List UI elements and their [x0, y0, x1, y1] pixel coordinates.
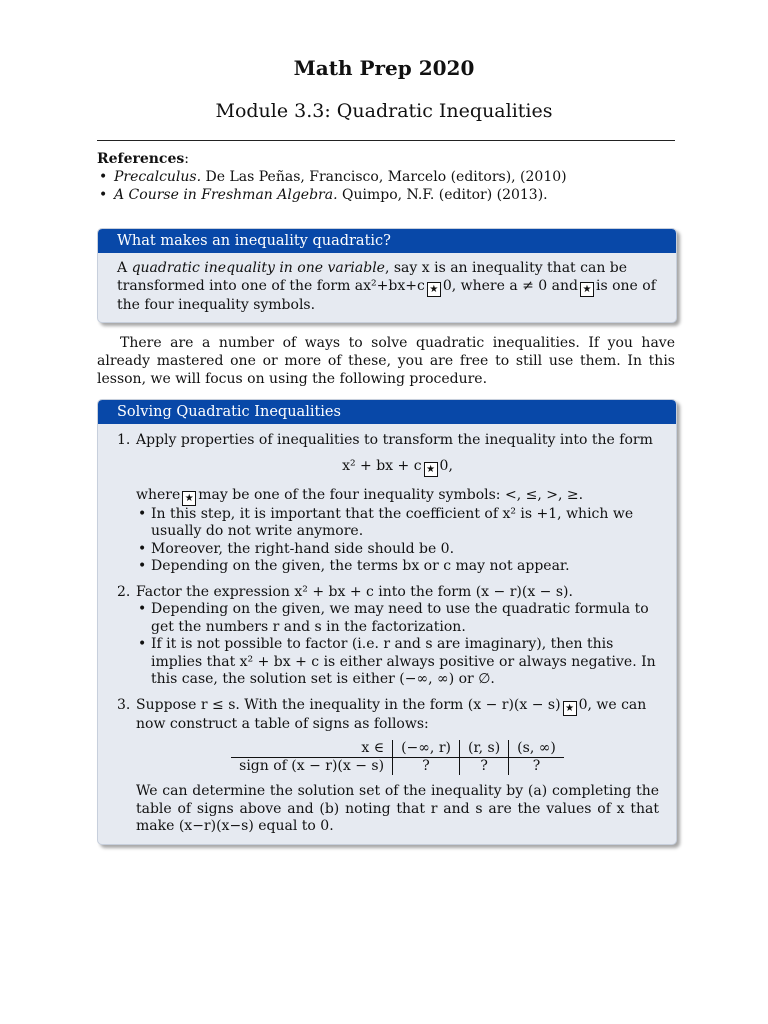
- defined-term: quadratic inequality in one variable: [131, 260, 385, 276]
- definition-box-title: What makes an inequality quadratic?: [98, 229, 676, 253]
- procedure-box-body: [98, 424, 676, 844]
- sign-table-header-cell: (−∞, r): [393, 740, 460, 758]
- reference-details: De Las Peñas, Francisco, Marcelo (editors), (2010): [205, 169, 567, 185]
- list-item: • In this step, it is important that the coefficient of x² is +1, which we usually do not write anymore.: [136, 506, 659, 541]
- list-item: • If it is not possible to factor (i.e. r and s are imaginary), then this implies that x² + bx + c is either always positive or always negative. In this case, the solution set is either (−∞, ∞) or ∅.: [136, 636, 659, 689]
- procedure-box: [97, 399, 677, 845]
- sign-table-header-cell: x ∈: [231, 740, 392, 758]
- step-2-text: Factor the expression x² + bx + c into the form (x − r)(x − s).: [136, 583, 573, 600]
- star-symbol-box: ★: [580, 282, 594, 297]
- sign-table-cell: ?: [532, 758, 541, 774]
- procedure-steps: [117, 432, 659, 836]
- definition-box-body: A quadratic inequality in one variable, say x is an inequality that can be transformed into one of the form ax²+bx+c ★ 0, where a ≠ 0 and ★ is one of the four inequality symbols.: [117, 260, 656, 313]
- list-item: • Moreover, the right-hand side should be 0.: [136, 541, 659, 559]
- sign-table-cell: sign of (x − r)(x − s): [231, 758, 392, 776]
- step-2-bullets: [136, 601, 659, 689]
- star-symbol-box: ★: [424, 462, 438, 477]
- references-section: References: • Precalculus. De Las Peñas, Francisco, Marcelo (editors), (2010) • A Course in Freshman Algebra. Quimpo, N.F. (editor) (2013).: [97, 150, 675, 204]
- reference-title: A Course in Freshman Algebra.: [114, 187, 338, 203]
- step-2: 2. Factor the expression x² + bx + c into the form (x − r)(x − s). • Depending on the given, we may need to use the quadratic formula to get the numbers r and s in the factorization. • If it is not possible to factor (i.e. r and s are imaginary), then this implies that x² + bx + c is either always positive or always negative. In this case, the solution set is either (−∞, ∞) or ∅.: [117, 584, 659, 689]
- sign-table-cell: ?: [393, 758, 460, 776]
- title-rule: [97, 140, 675, 141]
- list-item: • Depending on the given, the terms bx or c may not appear.: [136, 558, 659, 576]
- sign-table: [231, 740, 564, 775]
- sign-table-header-cell: (s, ∞): [509, 740, 564, 758]
- step-1-bullets: [136, 506, 659, 576]
- sign-table-header-cell: (r, s): [460, 740, 509, 758]
- reference-item: [97, 168, 675, 186]
- standard-form-formula: x² + bx + c ★ 0,: [342, 457, 453, 475]
- step-1: 1. Apply properties of inequalities to transform the inequality into the form x² + bx + c ★ 0, where ★ may be one of the four inequality symbols: <, ≤, >, ≥. • In this step, it is important that the coefficient of x² is +1, which we usually do not write anymore. • Moreover, the right-hand side should be 0. • Depending on the given, the terms bx or c may not appear.: [117, 432, 659, 576]
- references-heading: References: [97, 151, 185, 167]
- star-symbol-box: ★: [182, 491, 196, 506]
- reference-item: [97, 186, 675, 204]
- procedure-box-title: Solving Quadratic Inequalities: [98, 400, 676, 424]
- step-3: 3. Suppose r ≤ s. With the inequality in the form (x − r)(x − s) ★ 0, we can now construct a table of signs as follows: x ∈ (−∞, r) (r, s) (s, ∞) sign of (x − r)(x − s) ? ? ? We can determine the solution set of the inequality by (a) completing the table of signs above and (b) noting that r and s are the values of x that make (x−r)(x−s) equal to 0.: [117, 696, 659, 834]
- step-3-text: Suppose r ≤ s. With the inequality in the form (x − r)(x − s) ★ 0, we can now construct a table of signs as follows:: [136, 696, 647, 732]
- definition-box: [97, 228, 677, 323]
- intro-paragraph: There are a number of ways to solve quadratic inequalities. If you have already mastered one or more of these, you are free to still use them. In this lesson, we will focus on using the following procedure.: [97, 335, 675, 387]
- sign-table-cell: ?: [460, 758, 509, 776]
- reference-details: Quimpo, N.F. (editor) (2013).: [342, 187, 548, 203]
- page-title: Math Prep 2020: [293, 56, 475, 80]
- star-symbol-box: ★: [427, 282, 441, 297]
- step-1-text: Apply properties of inequalities to transform the inequality into the form: [136, 432, 653, 448]
- reference-title: Precalculus.: [114, 169, 202, 185]
- step-3-closing: We can determine the solution set of the inequality by (a) completing the table of signs above and (b) noting that r and s are the values of x that make (x−r)(x−s) equal to 0.: [136, 783, 659, 834]
- list-item: • Depending on the given, we may need to use the quadratic formula to get the numbers r and s in the factorization.: [136, 601, 659, 636]
- star-symbol-box: ★: [563, 701, 577, 716]
- module-subtitle: Module 3.3: Quadratic Inequalities: [215, 100, 553, 122]
- step-1-where: where ★ may be one of the four inequality symbols: <, ≤, >, ≥.: [136, 486, 584, 504]
